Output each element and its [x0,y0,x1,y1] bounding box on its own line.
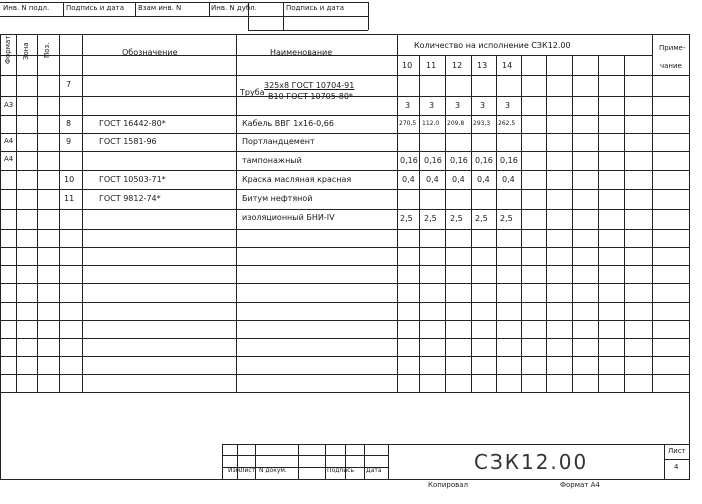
header-format: Формат [4,35,12,64]
row-8-name: Кабель ВВГ 1х16-0,66 [242,119,334,128]
row-8-q11: 112,0 [422,120,440,127]
row-9b-q11: 0,16 [424,156,442,165]
row-8-q14: 262,5 [498,120,516,127]
row-9-format: А4 [4,137,14,145]
pipe-prefix: Труба [240,88,265,97]
row-10-q11: 0,4 [426,175,439,184]
tb-list: Лист [240,467,256,474]
header-name: Наименование [270,48,333,57]
stamp-sign-date-2: Подпись и дата [286,4,344,12]
tb-ndoc: N докум. [259,467,287,474]
stamp-replace-inv: Взам инв. N [138,4,182,12]
row-7-pos: 7 [66,80,72,89]
sheet-number: 4 [674,463,679,471]
row-8-designation: ГОСТ 16442-80* [99,119,166,128]
header-zone: Зона [22,42,30,60]
header-pos: Поз. [43,42,51,58]
pipe-line-2: В10 ГОСТ 10705-80* [268,92,353,101]
row-11b-q10: 2,5 [400,214,413,223]
variant-13: 13 [477,61,488,70]
row-10-q12: 0,4 [452,175,465,184]
copied-label: Копировал [428,481,468,489]
row-8-pos: 8 [66,119,72,128]
tb-sign: Подпись [327,467,354,474]
doc-code: СЗК12.00 [474,450,589,474]
pipe-line-1: 325х8 ГОСТ 10704-91 [264,81,355,90]
row-11b-q12: 2,5 [450,214,463,223]
row-11b-q11: 2,5 [424,214,437,223]
row-9-pos: 9 [66,137,72,146]
header-note-2: чание [660,62,682,70]
row-10-designation: ГОСТ 10503-71* [99,175,166,184]
row-9-name: Портландцемент [242,137,315,146]
stamp-inv-dup: Инв. N дубл. [211,4,257,12]
header-qty-title: Количество на исполнение СЗК12.00 [414,41,571,50]
header-designation: Обозначение [122,48,178,57]
row-a3-q10: 3 [405,101,411,110]
row-a3-q14: 3 [505,101,511,110]
row-11b-q13: 2,5 [475,214,488,223]
row-a3-q11: 3 [429,101,435,110]
row-8-q13: 293,3 [473,120,491,127]
row-10-q14: 0,4 [502,175,515,184]
row-11b-name: изоляционный БНИ-IV [242,213,335,222]
variant-10: 10 [402,61,413,70]
row-9b-q10: 0,16 [400,156,418,165]
row-10-pos: 10 [64,175,75,184]
row-9b-format: А4 [4,155,14,163]
row-11b-q14: 2,5 [500,214,513,223]
row-10-q10: 0,4 [402,175,415,184]
row-a3-format: А3 [4,101,14,109]
row-10-q13: 0,4 [477,175,490,184]
variant-11: 11 [426,61,437,70]
row-9b-q13: 0,16 [475,156,493,165]
row-8-q12: 209,8 [447,120,465,127]
row-9b-q12: 0,16 [450,156,468,165]
header-note-1: Приме- [659,44,686,52]
row-11-designation: ГОСТ 9812-74* [99,194,161,203]
row-9-designation: ГОСТ 1581-96 [99,137,157,146]
tb-izm: Изм. [228,467,243,474]
row-a3-q13: 3 [480,101,486,110]
format-label: Формат А4 [560,481,600,489]
row-11-name: Битум нефтяной [242,194,313,203]
sheet-label: Лист [668,447,686,455]
row-11-pos: 11 [64,194,75,203]
variant-14: 14 [502,61,513,70]
inventory-stamp [0,0,370,32]
row-9b-name: тампонажный [242,156,302,165]
stamp-sign-date: Подпись и дата [66,4,124,12]
tb-date: Дата [366,467,382,474]
row-a3-q12: 3 [455,101,461,110]
stamp-inv-orig: Инв. N подл. [3,4,50,12]
row-8-q10: 270,5 [399,120,417,127]
variant-12: 12 [452,61,463,70]
row-10-name: Краска масляная красная [242,175,352,184]
row-9b-q14: 0,16 [500,156,518,165]
